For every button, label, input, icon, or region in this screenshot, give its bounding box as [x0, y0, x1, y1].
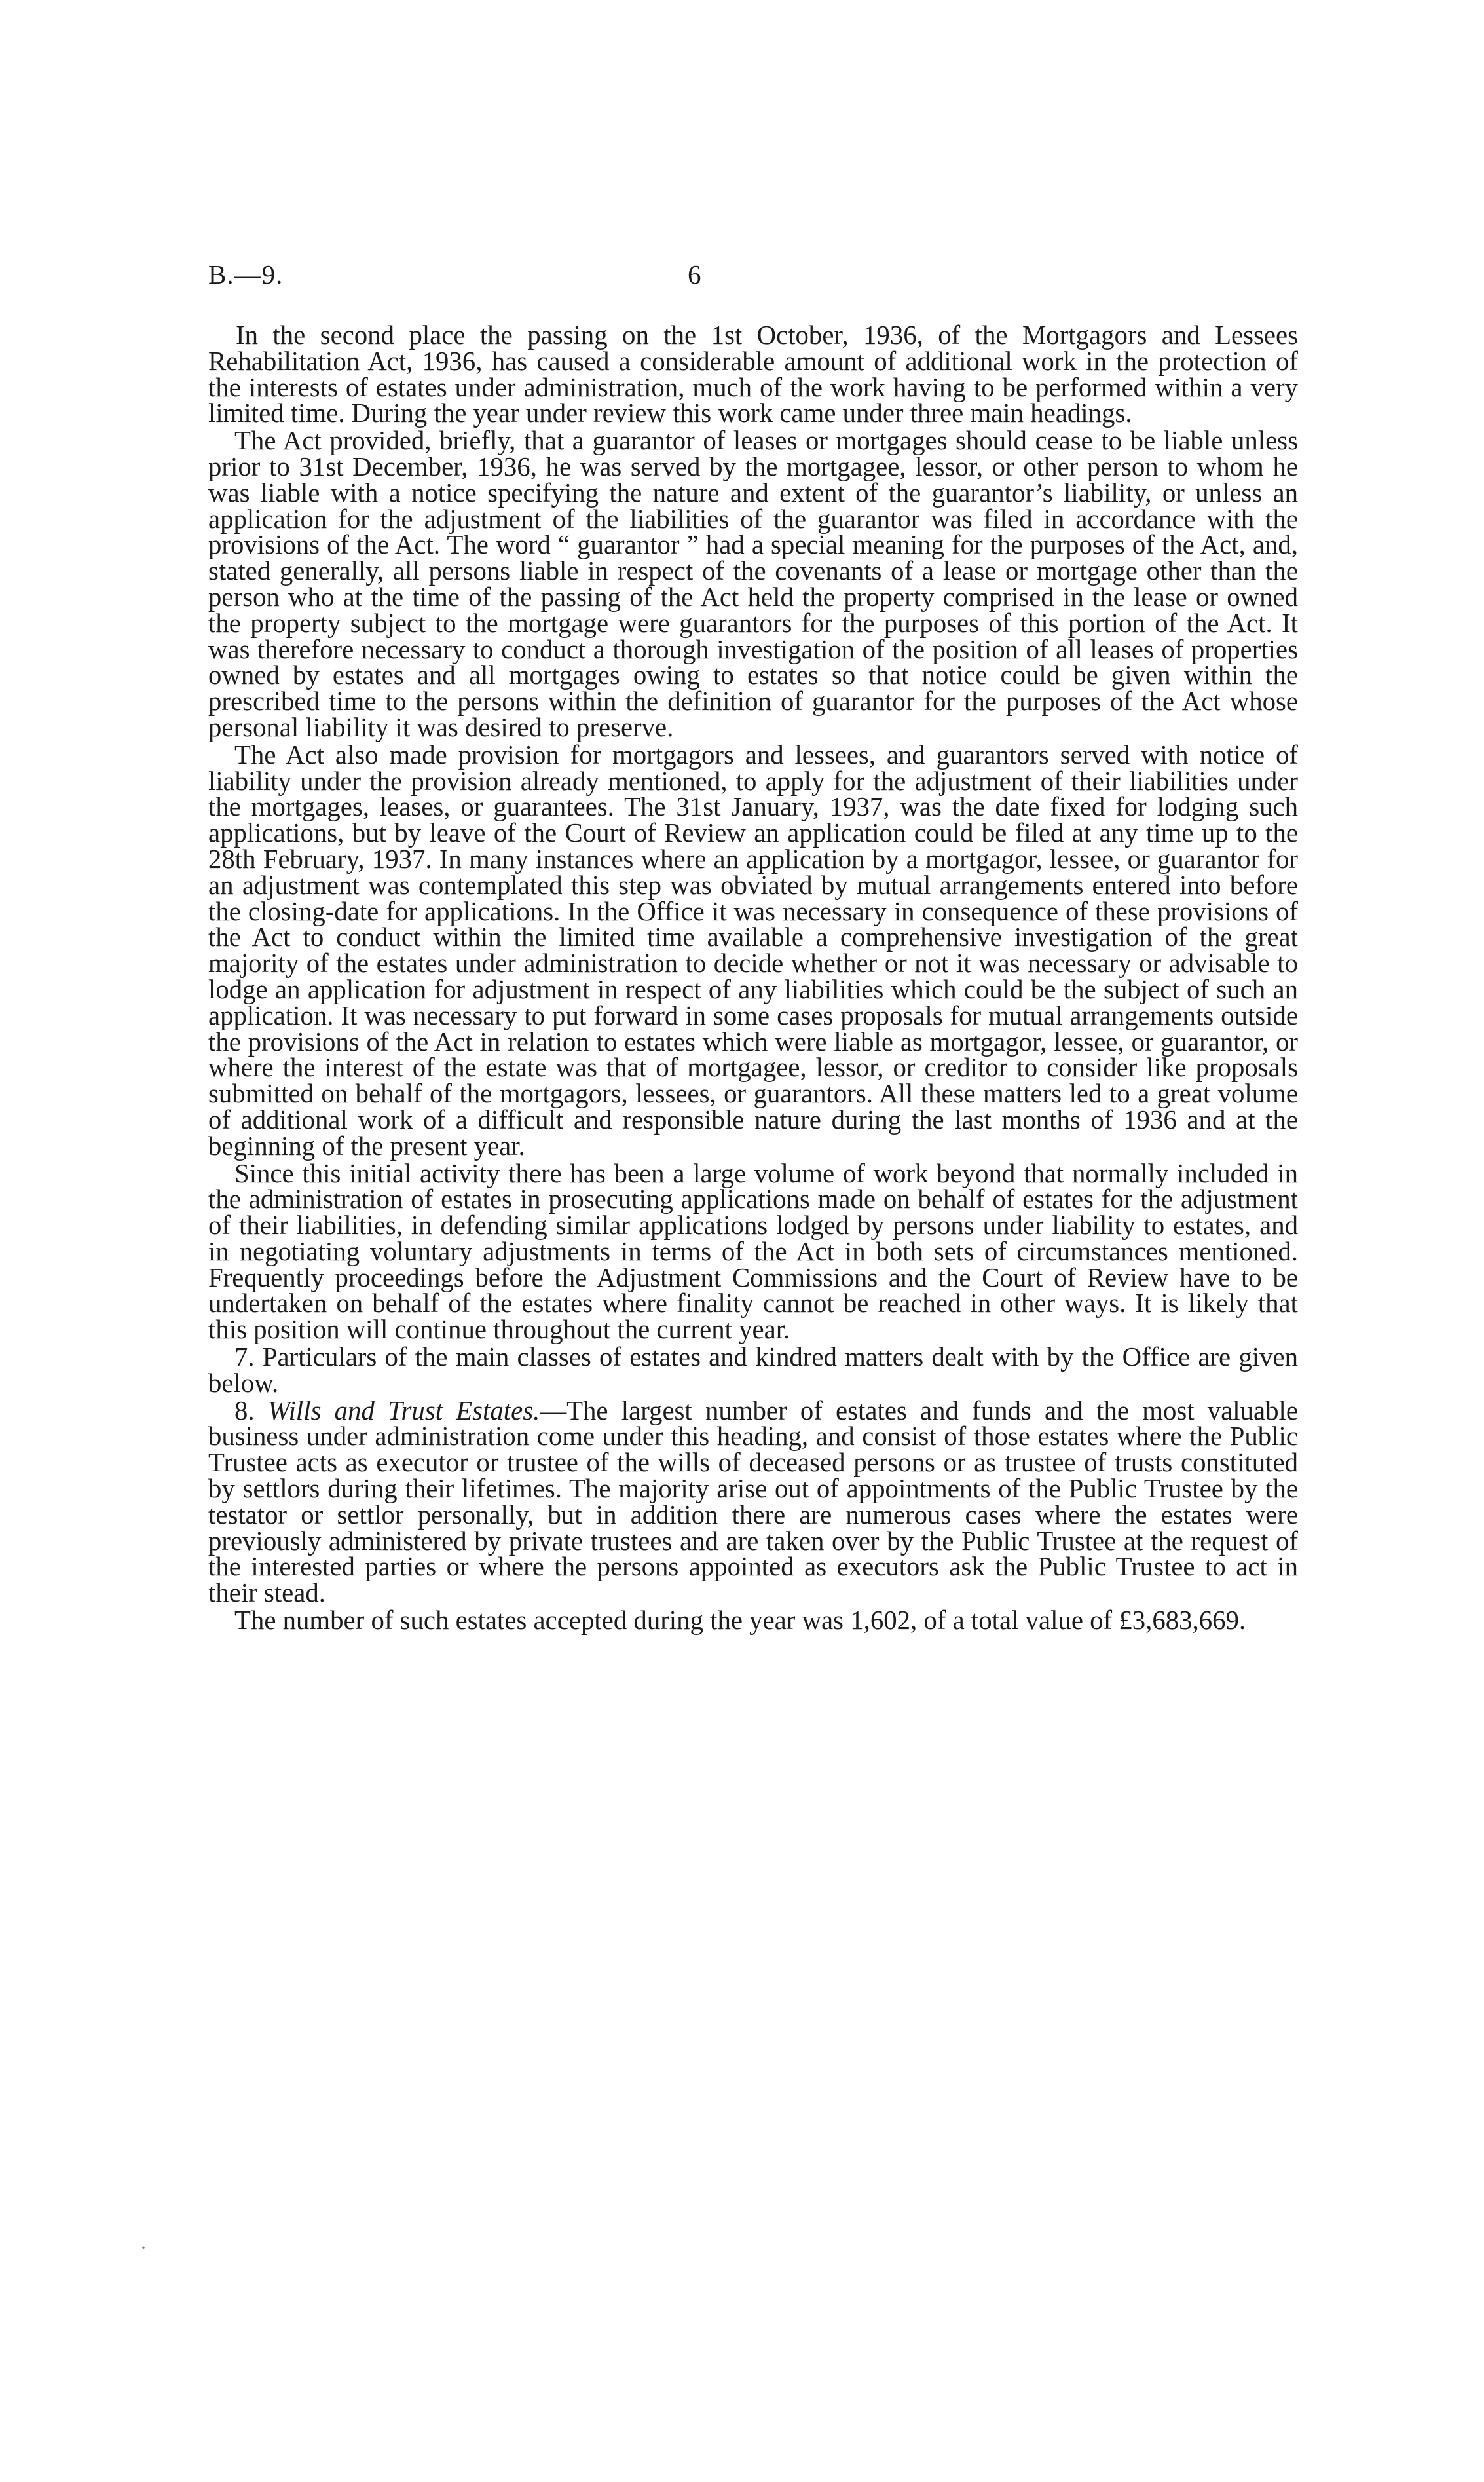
paragraph-estates-accepted: The number of such estates accepted during the year was 1,602, of a total value of £3,683,669.: [234, 1606, 1246, 1636]
margin-mark: ·: [140, 2237, 147, 2259]
section-number: 8.: [234, 1395, 255, 1425]
section-dash: —: [540, 1395, 567, 1425]
paragraph-8-wills-and-trusts: [208, 1395, 1298, 1608]
paragraph-adjustment-applications: The Act also made provision for mortgagors and lessees, and guarantors served with notice of liability under the provision already mentioned, to apply for the adjustment of their liabilities under the mortgages, leases, or guarantees. The 31st January, 1937, was the date fixed for lodging such applications, but by leave of the Court of Review an application could be filed at any time up to the 28th February, 1937. In many instances where an application by a mortgagor, lessee, or guarantor for an adjustment was contemplated this step was obviated by mutual arrangements entered into before the closing-date for applications. In the Office it was necessary in consequence of these provisions of the Act to conduct within the limited time available a comprehensive investigation of the great majority of the estates under administration to decide whether or not it was necessary or advisable to lodge an application for adjustment in respect of any liabilities which could be the subject of such an application. It was necessary to put forward in some cases proposals for mutual arrangements outside the provisions of the Act in relation to estates which were liable as mortgagor, lessee, or guarantor, or where the interest of the estate was that of mortgagee, lessor, or creditor to consider like proposals submitted on behalf of the mortgagors, lessees, or guarantors. All these matters led to a great volume of additional work of a difficult and responsible nature during the last months of 1936 and at the beginning of the present year.: [208, 740, 1298, 1161]
page-number: 6: [688, 259, 701, 290]
body-text: [208, 322, 1298, 1635]
section-heading: Wills and Trust Estates.: [267, 1395, 540, 1425]
section-body: The largest number of estates and funds and the most valuable business under administration come under this heading, and consist of those estates where the Public Trustee acts as executor or trustee of the wills of deceased persons or as trustee of trusts constituted by settlors during their lifetimes. The majority arise out of appointments of the Public Trustee by the testator or settlor personally, but in addition there are numerous cases where the estates were previously administered by private trustees and are taken over by the Public Trustee at the request of the interested parties or where the persons appointed as executors ask the Public Trustee to act in their stead.: [208, 1395, 1298, 1608]
page-header: [208, 259, 1322, 305]
document-reference: B.—9.: [208, 259, 284, 290]
paragraph-7-particulars: 7. Particulars of the main classes of estates and kindred matters dealt with by the Office are given below.: [208, 1342, 1298, 1398]
paragraph-guarantor-provision: The Act provided, briefly, that a guarantor of leases or mortgages should cease to be liable unless prior to 31st December, 1936, he was served by the mortgagee, lessor, or other person to whom he was liable with a notice specifying the nature and extent of the guarantor’s liability, or unless an application for the adjustment of the liabilities of the guarantor was filed in accordance with the provisions of the Act. The word “ guarantor ” had a special meaning for the purposes of the Act, and, stated generally, all persons liable in respect of the covenants of a lease or mortgage other than the person who at the time of the passing of the Act held the property comprised in the lease or owned the property subject to the mortgage were guarantors for the purposes of this portion of the Act. It was therefore necessary to conduct a thorough investigation of the position of all leases of properties owned by estates and all mortgages owing to estates so that notice could be given within the prescribed time to the persons within the definition of guarantor for the purposes of the Act whose personal liability it was desired to preserve.: [208, 426, 1298, 742]
paragraph-subsequent-work: Since this initial activity there has been a large volume of work beyond that normally included in the administration of estates in prosecuting applications made on behalf of estates for the adjustment of their liabilities, in defending similar applications lodged by persons under liability to estates, and in negotiating voluntary adjustments in terms of the Act in both sets of circumstances mentioned. Frequently proceedings before the Adjustment Commissions and the Court of Review have to be undertaken on behalf of the estates where finality cannot be reached in other ways. It is likely that this position will continue throughout the current year.: [208, 1158, 1298, 1345]
paragraph-second-place: In the second place the passing on the 1st October, 1936, of the Mortgagors and Lessees Rehabilitation Act, 1936, has caused a considerable amount of additional work in the protection of the interests of estates under administration, much of the work having to be performed within a very limited time. During the year under review this work came under three main headings.: [208, 320, 1298, 428]
